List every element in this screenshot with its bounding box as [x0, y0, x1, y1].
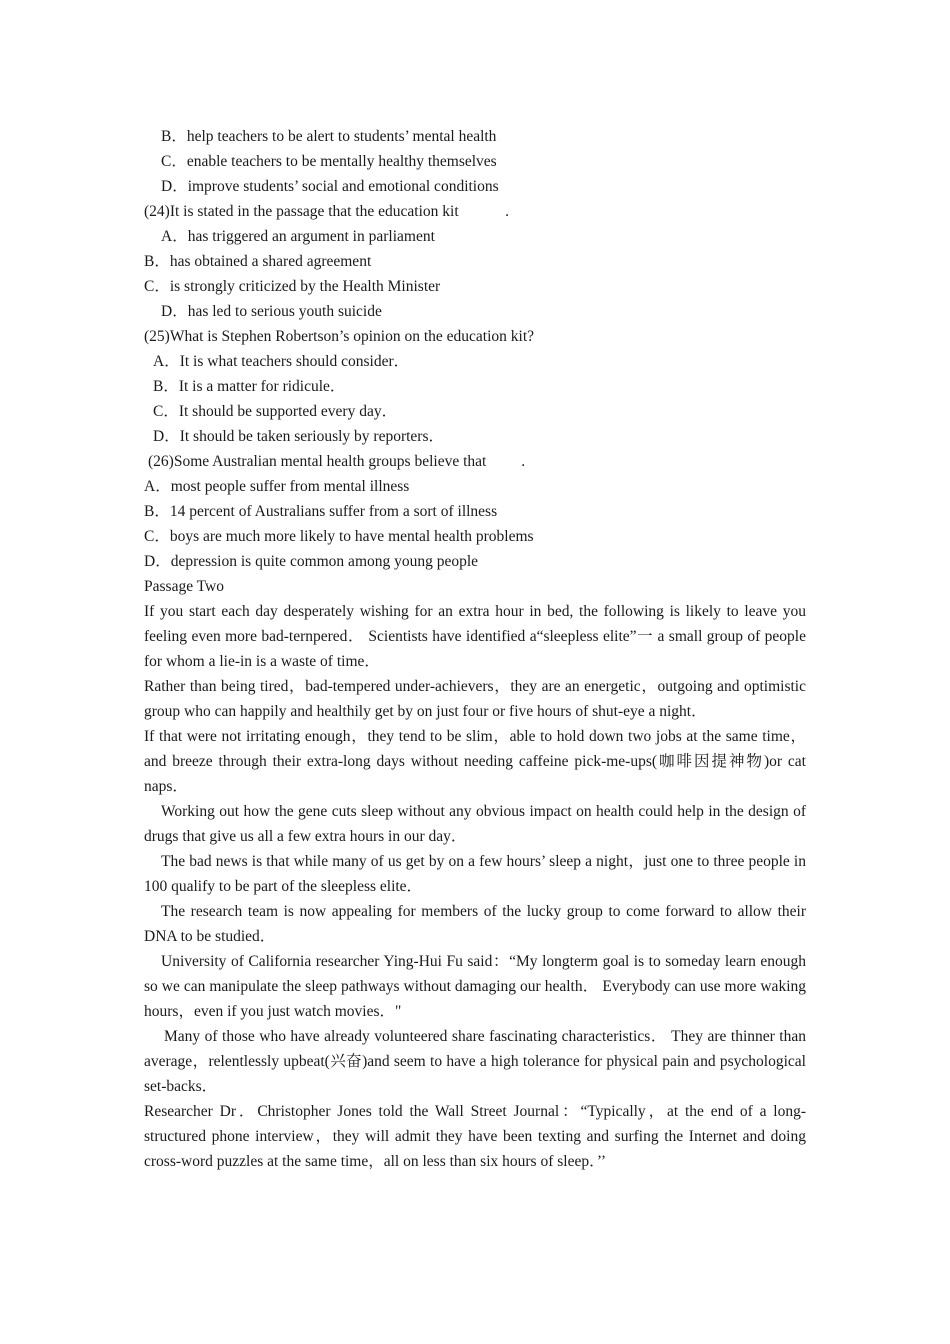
q24-stem: (24)It is stated in the passage that the education kit . — [144, 203, 510, 220]
passage-paragraph: Rather than being tired，bad-tempered under-achievers，they are an energetic，outgoing and optimistic group who can happily and healthily get by on just four or five hours of shut-eye a night． — [144, 678, 806, 720]
q26-option-b: B．14 percent of Australians suffer from a sort of illness — [144, 503, 498, 520]
passage-paragraph: The bad news is that while many of us get by on a few hours’ sleep a night，just one to three people in 100 qualify to be part of the sleepless elite． — [144, 853, 806, 895]
q23-option-c: C．enable teachers to be mentally healthy themselves — [161, 153, 497, 170]
passage-paragraph: If that were not irritating enough，they tend to be slim，able to hold down two jobs at the same time，and breeze through their extra-long days without needing caffeine pick-me-ups(咖啡因提神物)or cat naps． — [144, 728, 806, 795]
passage-paragraph: Researcher Dr．Christopher Jones told the Wall Street Journal：“Typically，at the end of a long-structured phone interview，they will admit they have been texting and surfing the Internet and doing cross-word puzzles at the same time，all on less than six hours of sleep．’’ — [144, 1103, 806, 1170]
q23-option-d: D．improve students’ social and emotional conditions — [161, 178, 499, 195]
q24-option-b: B．has obtained a shared agreement — [144, 253, 372, 270]
q25-option-d: D．It should be taken seriously by reporters． — [153, 428, 444, 445]
q23-option-b: B．help teachers to be alert to students’ mental health — [161, 128, 497, 145]
passage-two-heading: Passage Two — [144, 578, 224, 595]
q26-option-d: D．depression is quite common among young people — [144, 553, 479, 570]
passage-paragraph: Many of those who have already volunteered share fascinating characteristics． They are thinner than average，relentlessly upbeat(兴奋)and seem to have a high tolerance for physical pain and psychological set-backs． — [144, 1028, 806, 1095]
q25-option-c: C．It should be supported every day． — [153, 403, 398, 420]
passage-paragraph: If you start each day desperately wishing for an extra hour in bed, the following is likely to leave you feeling even more bad-ternpered． Scientists have identified a“sleepless elite”一 a small group of people for whom a lie-in is a waste of time． — [144, 603, 806, 670]
q25-stem: (25)What is Stephen Robertson’s opinion on the education kit? — [144, 328, 535, 345]
q26-option-a: A．most people suffer from mental illness — [144, 478, 410, 495]
q26-option-c: C．boys are much more likely to have mental health problems — [144, 528, 534, 545]
passage-paragraph: University of California researcher Ying-Hui Fu said：“My longterm goal is to someday learn enough so we can manipulate the sleep pathways without damaging our health． Everybody can use more waking hours，even if you just watch movies．" — [144, 953, 806, 1020]
q24-option-d: D．has led to serious youth suicide — [161, 303, 382, 320]
q24-option-c: C．is strongly criticized by the Health Minister — [144, 278, 441, 295]
passage-paragraph: Working out how the gene cuts sleep without any obvious impact on health could help in the design of drugs that give us all a few extra hours in our day． — [144, 803, 806, 845]
q26-stem: (26)Some Australian mental health groups believe that . — [148, 453, 526, 470]
q25-option-b: B．It is a matter for ridicule． — [153, 378, 346, 395]
passage-paragraph: The research team is now appealing for members of the lucky group to come forward to allow their DNA to be studied． — [144, 903, 806, 945]
q25-option-a: A．It is what teachers should consider． — [153, 353, 410, 370]
q24-option-a: A．has triggered an argument in parliament — [161, 228, 435, 245]
document-page — [144, 124, 806, 1174]
